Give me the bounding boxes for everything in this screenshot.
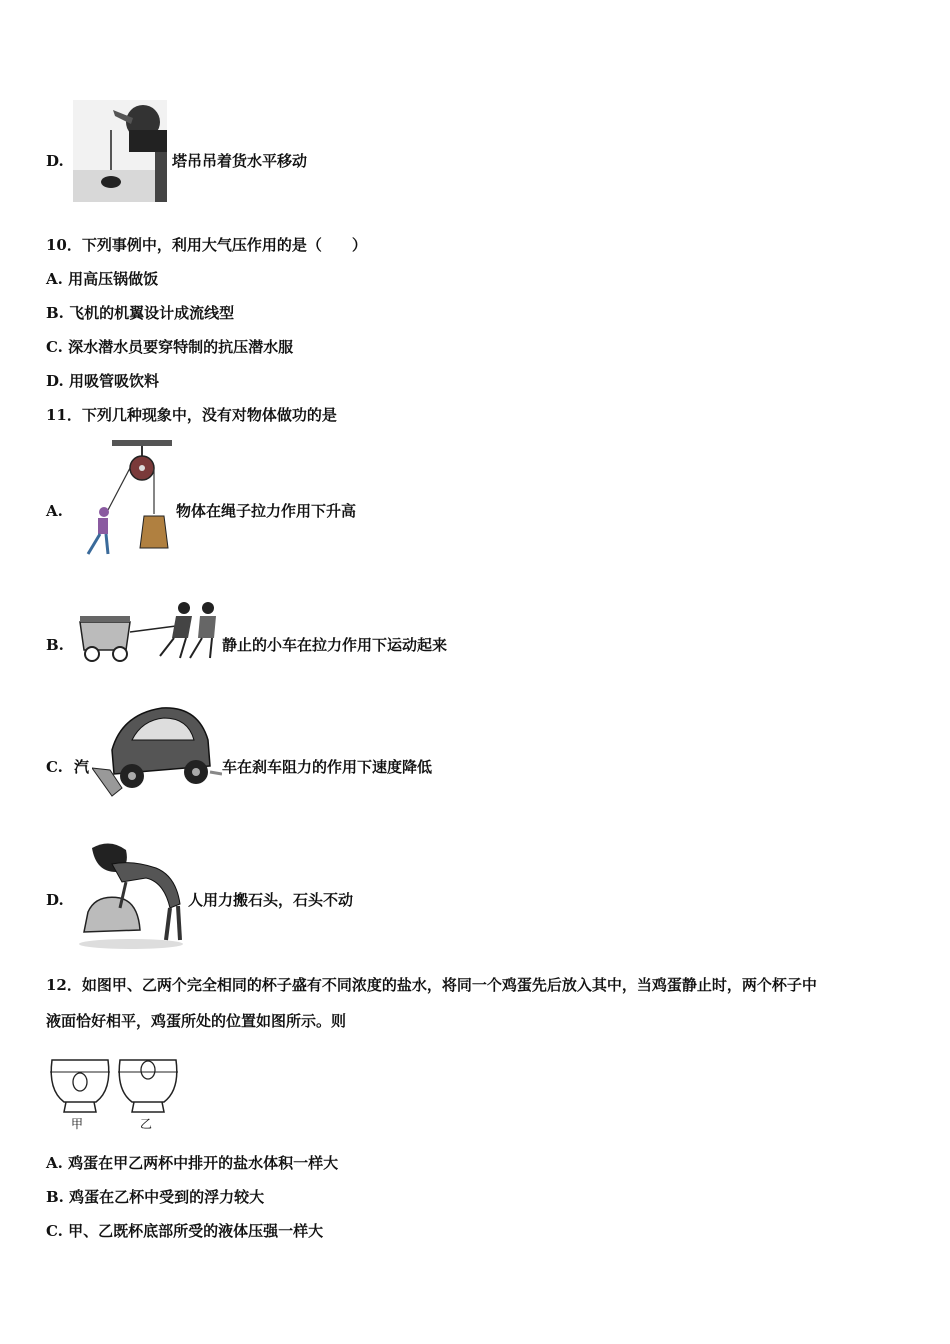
q12-stem-line-2: 液面恰好相平，鸡蛋所处的位置如图所示。则	[46, 1012, 347, 1030]
option-letter: D.	[46, 372, 64, 390]
option-text: 鸡蛋在乙杯中受到的浮力较大	[69, 1188, 265, 1206]
q12-option-c	[46, 1221, 323, 1241]
q11-option-a-letter: A.	[46, 502, 63, 520]
q10-option-b	[46, 303, 234, 323]
cart-pulling-image	[76, 598, 222, 664]
q12-option-a	[46, 1153, 338, 1173]
option-letter: C.	[46, 1222, 63, 1240]
option-text: 用高压锅做饭	[68, 270, 159, 288]
q12-stem-line-1: 12．如图甲、乙两个完全相同的杯子盛有不同浓度的盐水，将同一个鸡蛋先后放入其中，当鸡蛋静止时，两个杯子中	[46, 976, 817, 994]
cup-label-jia: 甲	[71, 1117, 84, 1131]
option-letter: C.	[46, 338, 63, 356]
option-text: 鸡蛋在甲乙两杯中排开的盐水体积一样大	[68, 1154, 339, 1172]
q11-stem: 11．下列几种现象中，没有对物体做功的是	[46, 406, 337, 424]
q11-option-c-text: 车在刹车阻力的作用下速度降低	[222, 758, 433, 776]
q10-option-d	[46, 371, 159, 391]
q9-option-d-text: 塔吊吊着货水平移动	[172, 152, 308, 170]
option-letter: B.	[46, 304, 64, 322]
option-letter: A.	[46, 270, 63, 288]
egg-cups-figure	[44, 1050, 184, 1130]
option-text: 深水潜水员要穿特制的抗压潜水服	[68, 338, 294, 356]
option-text: 用吸管吸饮料	[68, 372, 159, 390]
option-text: 甲、乙既杯底部所受的液体压强一样大	[68, 1222, 324, 1240]
cup-jia	[50, 1060, 110, 1112]
q11-option-c-prefix: 汽	[74, 758, 90, 776]
q11-option-b-letter: B.	[46, 636, 64, 654]
q11-option-a-text: 物体在绳子拉力作用下升高	[176, 502, 357, 520]
q9-option-d-letter: D.	[46, 152, 64, 170]
option-letter: A.	[46, 1154, 63, 1172]
q12-option-b	[46, 1187, 264, 1207]
q11-option-d-letter: D.	[46, 891, 64, 909]
braking-car-image	[92, 700, 222, 800]
option-letter: B.	[46, 1188, 64, 1206]
tower-crane-image	[73, 100, 167, 202]
cup-yi	[118, 1060, 178, 1112]
q10-option-c	[46, 337, 293, 357]
pulley-image	[78, 438, 174, 558]
lifting-stone-image	[76, 838, 186, 950]
q10-stem: 10．下列事例中，利用大气压作用的是（ ）	[46, 236, 367, 254]
q11-option-b-text: 静止的小车在拉力作用下运动起来	[222, 636, 448, 654]
cup-label-yi: 乙	[140, 1117, 153, 1131]
q11-option-c-letter: C.	[46, 758, 63, 776]
option-text: 飞机的机翼设计成流线型	[69, 304, 235, 322]
q11-option-d-text: 人用力搬石头，石头不动	[188, 891, 354, 909]
q10-option-a	[46, 269, 158, 289]
